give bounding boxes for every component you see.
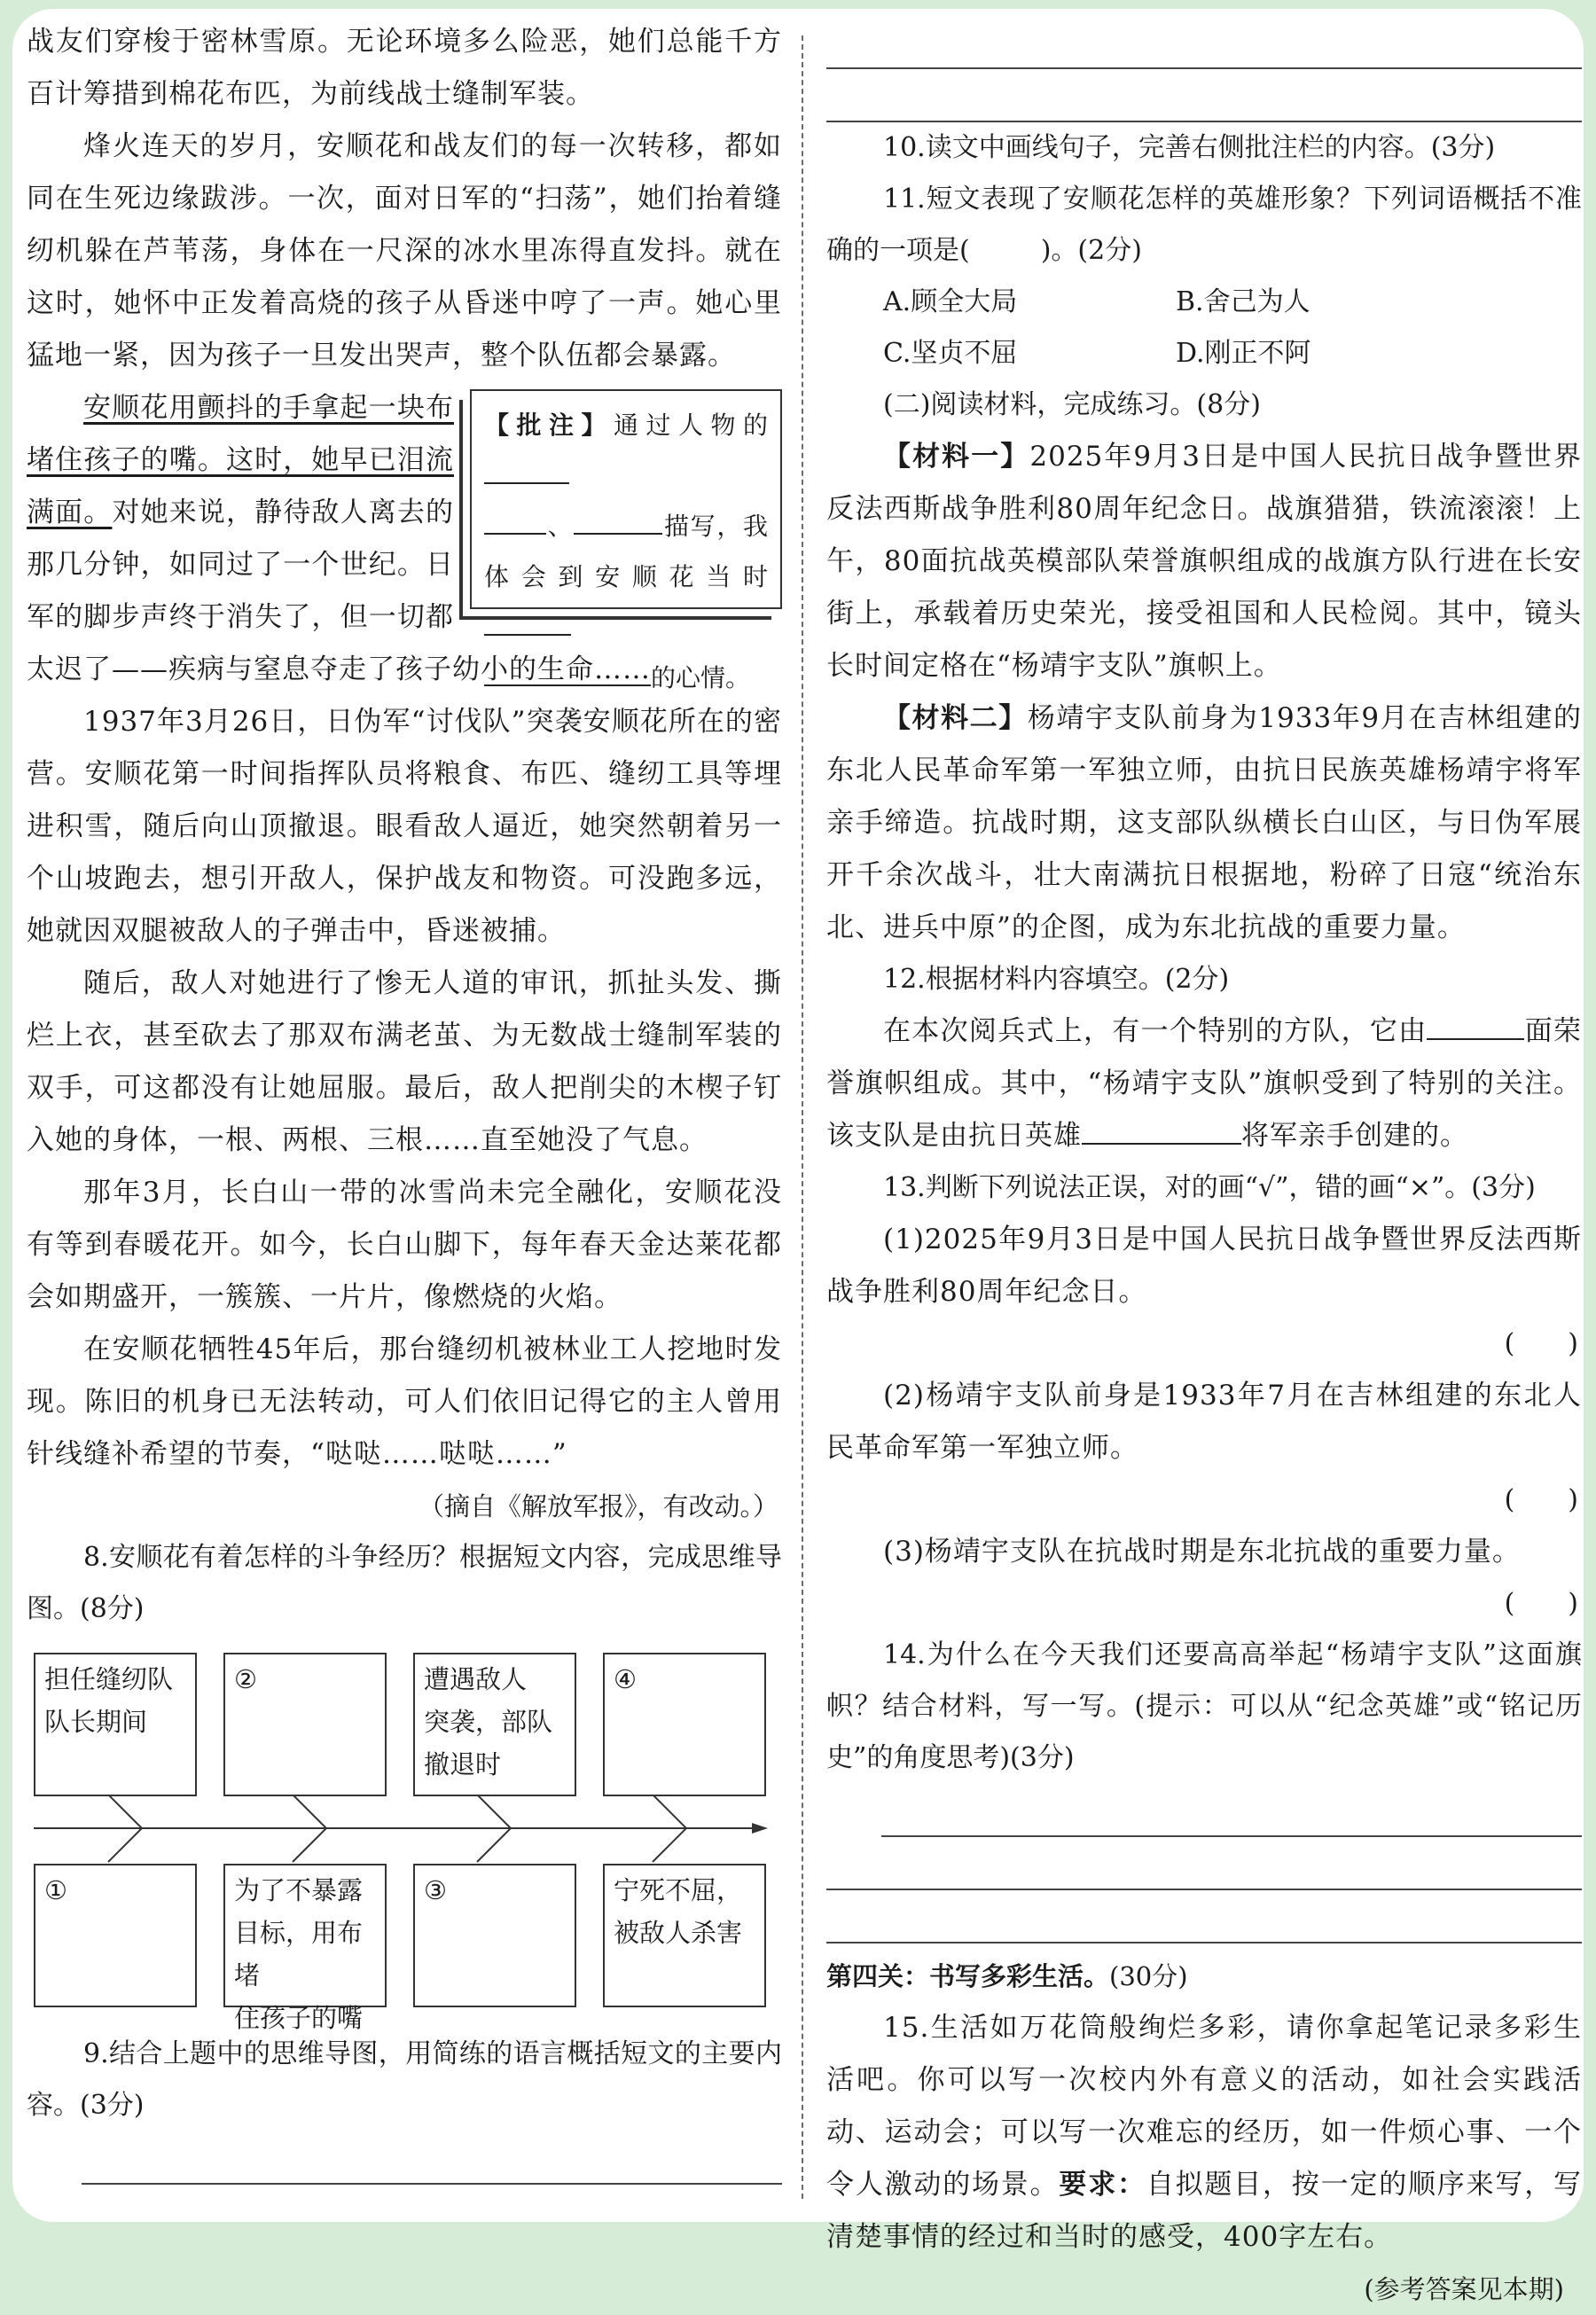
q15-requirement-label: 要求： [1059,2169,1146,2201]
q11-option-d[interactable]: D.刚正不阿 [1176,338,1311,369]
q11-options [883,277,1582,379]
q9-answer-line[interactable] [82,2131,782,2185]
q12-blank-2[interactable] [1082,1116,1241,1145]
question-13: 13.判断下列说法正误，对的画“√”，错的画“×”。(3分) [883,1172,1536,1203]
q13-bracket-1[interactable]: ( ) [1504,1328,1578,1359]
underlined-sentence: 安顺花用颤抖的手拿起一块布堵住孩子的嘴。这时，她早已泪流满面。 [27,392,454,528]
mind-map [27,1653,771,2033]
worksheet-page [12,9,1584,2304]
material-1-text: 2025年9月3日是中国人民抗日战争暨世界反法西斯战争胜利80周年纪念日。战旗猎猎，铁流滚滚！上午，80面抗战英模部队荣誉旗帜组成的战旗方队行进在长安街上，承载着历史荣光，接受祖国和人民检阅。其中，镜头长时间定格在“杨靖宇支队”旗帜上。 [826,441,1583,682]
story-paragraph-4: 1937年3月26日，日伪军“讨伐队”突袭安顺花所在的密营。安顺花第一时间指挥队员将粮食、布匹、缝纫工具等埋进积雪，随后向山顶撤退。眼看敌人逼近，她突然朝着另一个山坡跑去，想引开敌人，保护战友和物资。可没跑多远，她就因双腿被敌人的子弹击中，昏迷被捕。 [27,706,782,947]
story-paragraph-5: 随后，敌人对她进行了惨无人道的审讯，抓扯头发、撕烂上衣，甚至砍去了那双布满老茧、为无数战士缝制军装的双手，可这都没有让她屈服。最后，敌人把削尖的木楔子钉入她的身体，一根、两根、三根……直至她没了气息。 [27,967,782,1156]
story-paragraph-3-rest: 对她来说，静待敌人离去的那几分钟，如同过了一个世纪。日军的脚步声终于消失了，但一切都太迟了——疾病与窒息夺走了孩子幼小的生命…… [27,497,651,685]
question-15: 15.生活如万花筒般绚烂多彩，请你拿起笔记录多彩生活吧。你可以写一次校内外有意义的活动，如社会实践活动、运动会；可以写一次难忘的经历，如一件烦心事、一个令人激动的场景。要求：自拟题目，按一定的顺序来写，写清楚事情的经过和当时的感受，400字左右。 [826,2012,1583,2253]
q11-option-a[interactable]: A.顾全大局 [883,286,1018,317]
q13-item-1-answer [826,1318,1582,1370]
mind-map-box-top-3: 遭遇敌人 突袭，部队 撤退时 [413,1653,576,1796]
q13-bracket-3[interactable]: ( ) [1504,1588,1578,1619]
annotation-blank-2[interactable] [484,506,546,535]
question-9: 9.结合上题中的思维导图，用简练的语言概括短文的主要内容。(3分) [27,2038,782,2121]
annotation-box [470,389,782,692]
annotation-text-3: 描写，我体会到安顺花当时 [484,512,768,591]
story-paragraph-2: 烽火连天的岁月，安顺花和战友们的每一次转移，都如同在生死边缘跋涉。一次，面对日军的“扫荡”，她们抬着缝纫机躲在芦苇荡，身体在一尺深的冰水里冻得直发抖。就在这时，她怀中正发着高烧的孩子从昏迷中哼了一声。她心里猛地一紧，因为孩子一旦发出哭声，整个队伍都会暴露。 [27,130,782,371]
section-4-heading: 第四关：书写多彩生活。(30分) [826,1961,1188,1991]
q13-item-3: (3)杨靖宇支队在抗战时期是东北抗战的重要力量。 [883,1536,1521,1568]
annotation-blank-1[interactable] [484,456,569,484]
question-8: 8.安顺花有着怎样的斗争经历？根据短文内容，完成思维导图。(8分) [27,1542,782,1624]
question-12: 12.根据材料内容填空。(2分) [883,964,1230,995]
mind-map-box-top-1: 担任缝纫队 队长期间 [34,1653,197,1796]
question-10: 10.读文中画线句子，完善右侧批注栏的内容。(3分) [883,132,1496,163]
q13-item-2: (2)杨靖宇支队前身是1933年7月在吉林组建的东北人民革命军第一军独立师。 [826,1380,1582,1464]
material-2-text: 杨靖宇支队前身为1933年9月在吉林组建的东北人民革命军第一军独立师，由抗日民族英雄杨靖宇将军亲手缔造。抗战时期，这支部队纵横长白山区，与日伪军展开千余次战斗，壮大南满抗日根据地，粉碎了日寇“统治东北、进兵中原”的企图，成为东北抗战的重要力量。 [826,702,1582,943]
annotation-blank-3[interactable] [574,506,662,535]
mind-map-box-top-2[interactable]: ② [223,1653,387,1796]
q13-bracket-2[interactable]: ( ) [1504,1484,1578,1515]
q9-answer-line-3[interactable] [826,69,1582,122]
annotation-text-1: 通过人物的 [614,411,768,440]
material-1-label: 【材料一】 [883,441,1030,473]
section-2-heading: (二)阅读材料，完成练习。(8分) [883,389,1261,420]
story-source: （摘自《解放军报》，有改动。） [418,1491,778,1521]
answer-reference-note: (参考答案见本期) [1364,2274,1564,2304]
mind-map-box-bottom-4: 宁死不屈， 被敌人杀害 [603,1864,766,2007]
mind-map-box-bottom-2: 为了不暴露 目标，用布堵 住孩子的嘴 [223,1864,387,2007]
q14-answer-line-1[interactable] [881,1784,1582,1837]
q12-blank-1[interactable] [1427,1012,1524,1040]
annotation-text-2: 、 [546,512,575,541]
mind-map-box-bottom-1[interactable]: ① [34,1864,197,2007]
story-paragraph-7: 在安顺花牺牲45年后，那台缝纫机被林业工人挖地时发现。陈旧的机身已无法转动，可人们依旧记得它的主人曾用针线缝补希望的节奏，“哒哒……哒哒……” [27,1333,782,1470]
q14-answer-line-3[interactable] [826,1890,1582,1944]
material-2-label: 【材料二】 [883,702,1028,734]
story-paragraph-6: 那年3月，长白山一带的冰雪尚未完全融化，安顺花没有等到春暖花开。如今，长白山脚下，每年春天金达莱花都会如期盛开，一簇簇、一片片，像燃烧的火焰。 [27,1177,782,1313]
annotation-text-4: 的心情。 [651,663,751,692]
q13-item-1: (1)2025年9月3日是中国人民抗日战争暨世界反法西斯战争胜利80周年纪念日。 [826,1224,1582,1308]
column-divider [802,35,803,2199]
q9-answer-line-2[interactable] [826,16,1582,69]
q11-option-b[interactable]: B.舍己为人 [1176,286,1310,317]
question-11: 11.短文表现了安顺花怎样的英雄形象？下列词语概括不准确的一项是( )。(2分) [826,184,1582,266]
q13-item-2-answer [826,1474,1582,1526]
mind-map-box-top-4[interactable]: ④ [603,1653,766,1796]
q14-answer-line-2[interactable] [826,1837,1582,1890]
q13-item-3-answer [826,1578,1582,1630]
q12-fill-in: 在本次阅兵式上，有一个特别的方队，它由 面荣誉旗帜组成。其中，“杨靖宇支队”旗帜受到了特别的关注。该支队是由抗日英雄 将军亲手创建的。 [826,1005,1582,1162]
q11-option-c[interactable]: C.坚贞不屈 [883,338,1018,369]
annotated-paragraph [27,382,782,696]
timeline-arrow-head [752,1823,768,1834]
annotation-label: 【批注】 [484,411,614,440]
material-2 [826,692,1582,954]
annotation-blank-4[interactable] [484,607,571,636]
left-column [27,16,782,2185]
mind-map-box-bottom-3[interactable]: ③ [413,1864,576,2007]
story-paragraph-1: 战友们穿梭于密林雪原。无论环境多么险恶，她们总能千方百计筹措到棉花布匹，为前线战士缝制军装。 [27,26,782,110]
right-column [826,16,1582,2315]
material-1 [826,431,1582,692]
question-14: 14.为什么在今天我们还要高高举起“杨靖宇支队”这面旗帜？结合材料，写一写。(提示：可以从“纪念英雄”或“铭记历史”的角度思考)(3分) [826,1639,1582,1773]
